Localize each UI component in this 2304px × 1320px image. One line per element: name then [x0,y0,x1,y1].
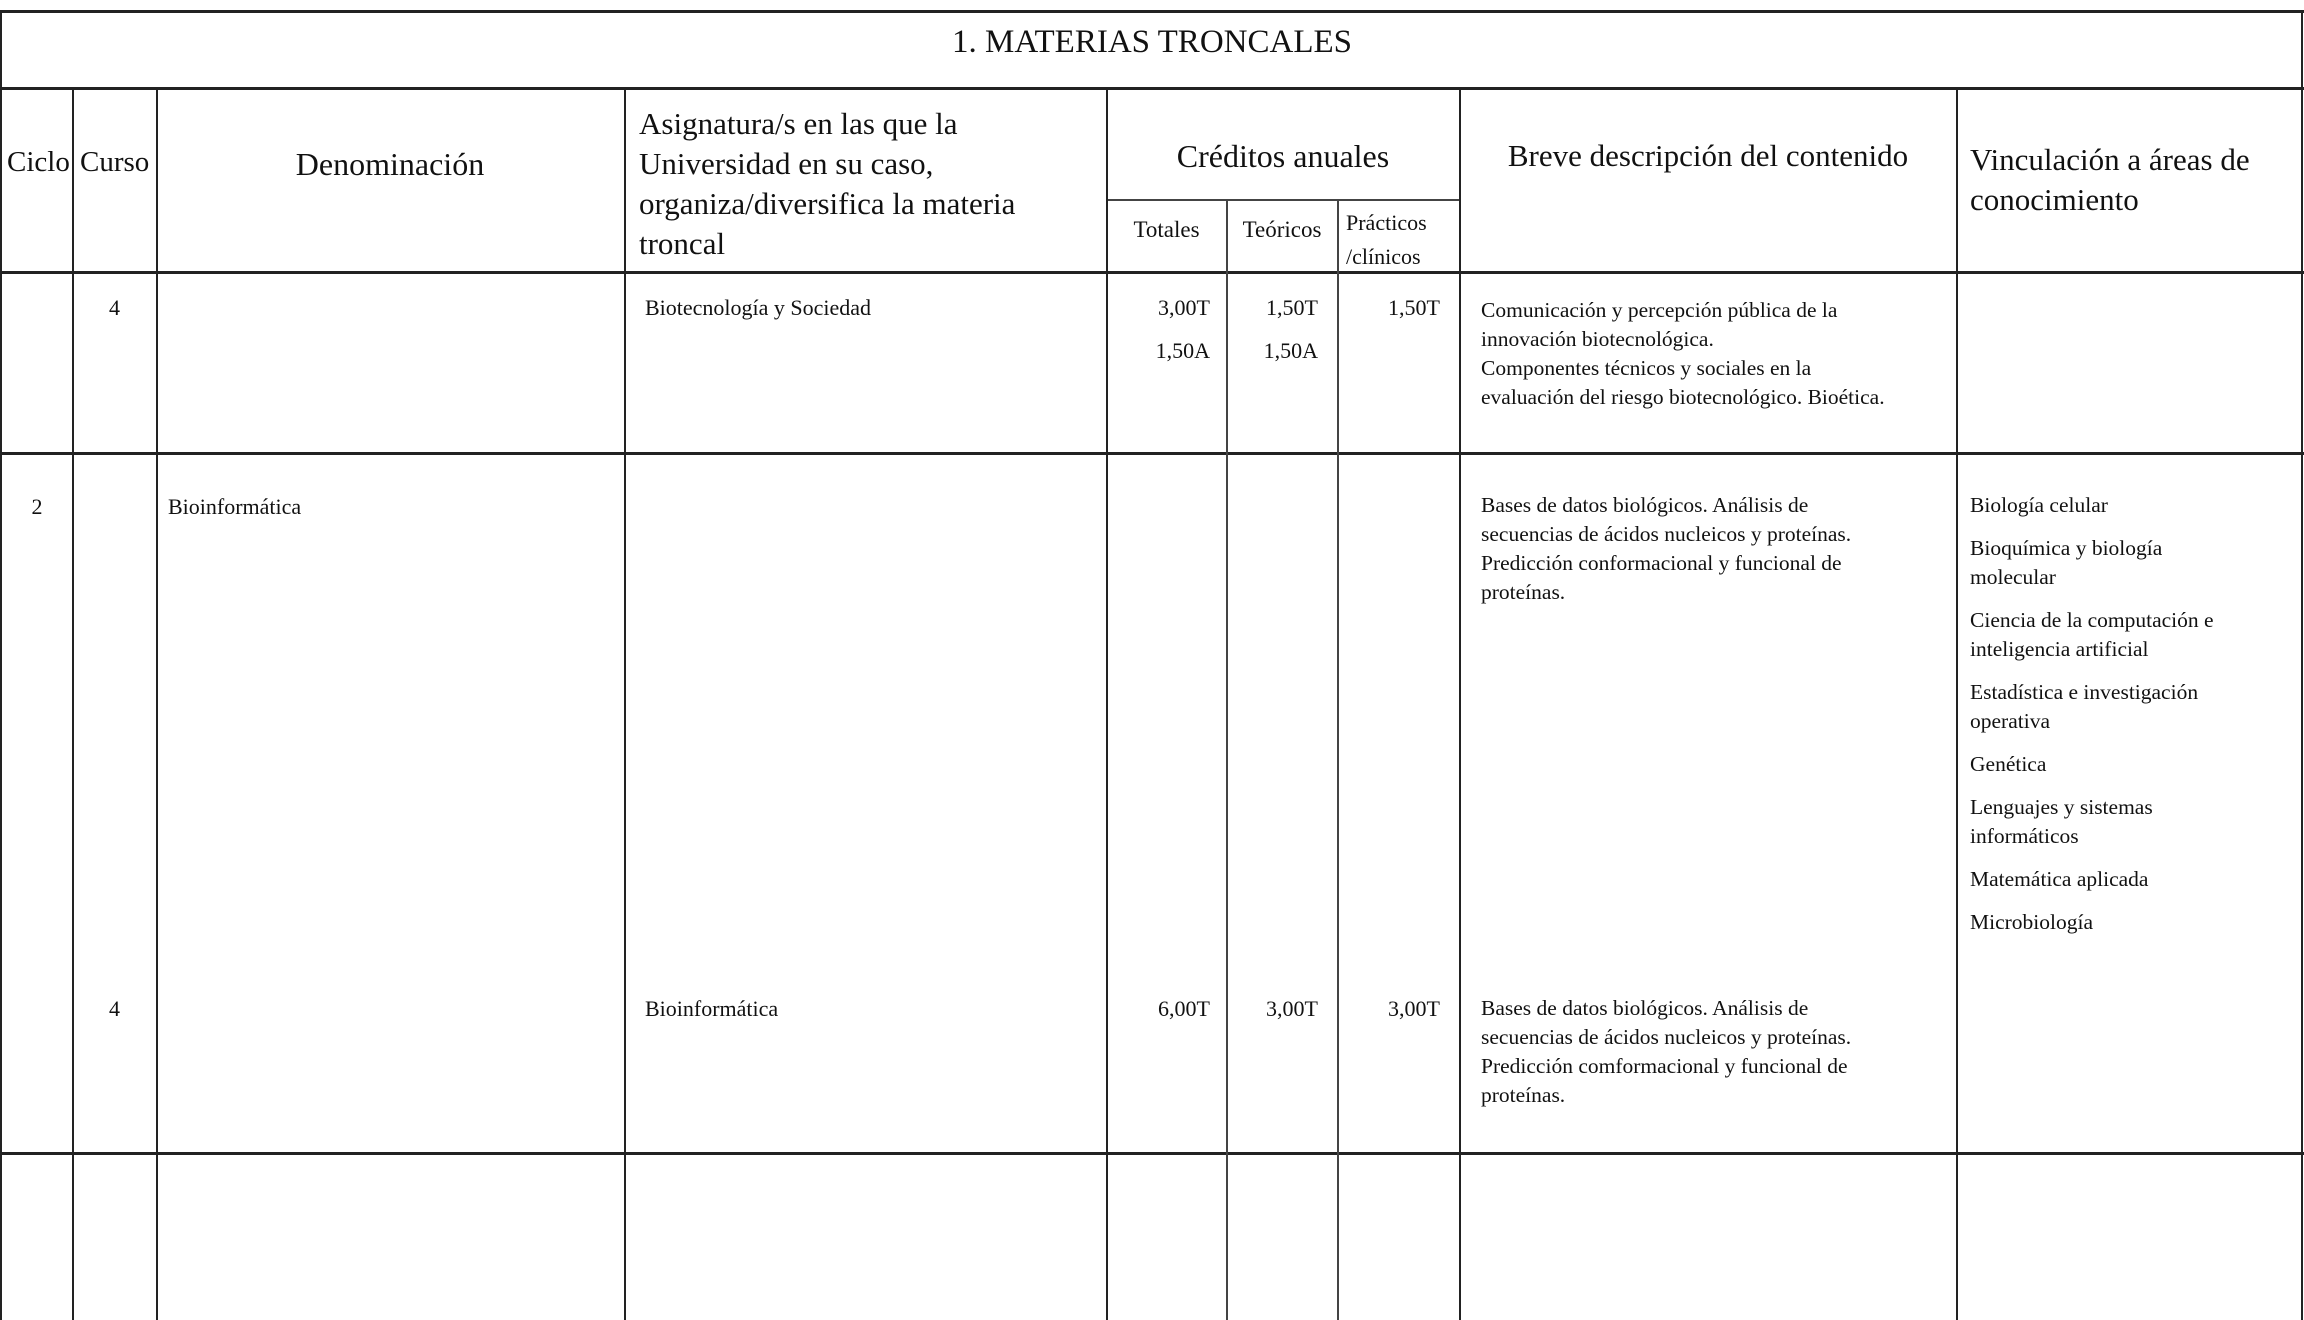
row3-teoricos: 3,00T [1266,996,1318,1021]
row2-denominacion: Bioinformática [168,494,302,519]
header-asignaturas-line: organiza/diversifica la materia [639,186,1016,221]
area-item-line: Lenguajes y sistemas [1970,795,2153,819]
title-row-bottom-border [0,87,2304,90]
header-practicos [1346,206,1458,274]
row2-descripcion [1481,491,1956,607]
row1-bottom-border [0,452,2304,455]
area-item-line: Biología celular [1970,493,2108,517]
row3-curso: 4 [109,996,120,1021]
header-asignaturas-line: Asignatura/s en las que la [639,106,958,141]
row2-descripcion-line: secuencias de ácidos nucleicos y proteínas. [1481,522,1852,546]
area-item [1970,793,2295,851]
row3-descripcion [1481,994,1956,1110]
area-item-line: Ciencia de la computación e [1970,608,2214,632]
col-divider-teoricos [1337,199,1339,1320]
row1-teoricos: 1,50A [1263,338,1318,363]
row3-descripcion-line: Bases de datos biológicos. Análisis de [1481,996,1809,1020]
header-denominacion: Denominación [295,146,485,182]
area-item-line: informáticos [1970,824,2079,848]
row2-bottom-border [0,1152,2304,1155]
header-curso: Curso [80,146,150,178]
header-descripcion: Breve descripción del contenido [1507,138,1909,173]
area-item-line: inteligencia artificial [1970,637,2149,661]
area-item-line: molecular [1970,565,2056,589]
col-divider-totales [1226,199,1228,1320]
header-practicos-line: Prácticos [1346,210,1427,235]
row3-asignatura: Bioinformática [645,996,779,1021]
area-item [1970,750,2295,779]
row3-practicos: 3,00T [1388,996,1440,1021]
header-vinculacion [1970,140,2300,220]
row2-areas-list [1970,491,2295,951]
area-item [1970,865,2295,894]
row1-curso: 4 [109,295,120,320]
row3-descripcion-line: Predicción comformacional y funcional de [1481,1054,1848,1078]
table-title: 1. MATERIAS TRONCALES [951,24,1352,60]
col-divider-ciclo [72,87,74,1320]
area-item [1970,534,2295,592]
header-practicos-line: /clínicos [1346,244,1421,269]
table-right-border [2301,10,2303,1320]
row1-descripcion-line: evaluación del riesgo biotecnológico. Bioética. [1481,385,1885,409]
header-creditos-anuales: Créditos anuales [1176,138,1390,174]
col-divider-denominacion [624,87,626,1320]
header-totales: Totales [1133,217,1200,242]
row1-practicos: 1,50T [1388,295,1440,320]
area-item-line: Bioquímica y biología [1970,536,2163,560]
creditos-subheader-border [1107,199,1460,201]
area-item-line: Genética [1970,752,2047,776]
header-asignaturas [639,104,1099,264]
col-divider-descripcion [1956,87,1958,1320]
table-left-border [0,10,2,1320]
header-vinculacion-line: conocimiento [1970,182,2139,217]
area-item [1970,678,2295,736]
header-ciclo: Ciclo [7,146,70,178]
area-item [1970,908,2295,937]
row2-descripcion-line: proteínas. [1481,580,1566,604]
area-item-line: Estadística e investigación [1970,680,2199,704]
row1-descripcion-line: Componentes técnicos y sociales en la [1481,356,1812,380]
row1-asignatura: Biotecnología y Sociedad [645,295,872,320]
area-item-line: operativa [1970,709,2050,733]
row3-descripcion-line: proteínas. [1481,1083,1566,1107]
row2-ciclo: 2 [31,494,43,519]
col-divider-curso [156,87,158,1320]
table-top-border [0,10,2304,13]
area-item-line: Matemática aplicada [1970,867,2149,891]
row3-totales: 6,00T [1158,996,1210,1021]
header-asignaturas-line: Universidad en su caso, [639,146,934,181]
row1-totales: 1,50A [1155,338,1210,363]
area-item [1970,491,2295,520]
area-item-line: Microbiología [1970,910,2094,934]
col-divider-asignatura [1106,87,1108,1320]
header-bottom-border [0,271,2304,274]
row1-teoricos: 1,50T [1266,295,1318,320]
row1-descripcion-line: Comunicación y percepción pública de la [1481,298,1838,322]
header-asignaturas-line: troncal [639,226,726,261]
area-item [1970,606,2295,664]
row2-descripcion-line: Predicción conformacional y funcional de [1481,551,1842,575]
header-teoricos: Teóricos [1242,217,1322,242]
row3-descripcion-line: secuencias de ácidos nucleicos y proteínas. [1481,1025,1852,1049]
col-divider-creditos [1459,87,1461,1320]
row2-descripcion-line: Bases de datos biológicos. Análisis de [1481,493,1809,517]
row1-descripcion [1481,296,1956,412]
row1-totales: 3,00T [1158,295,1210,320]
header-vinculacion-line: Vinculación a áreas de [1970,142,2250,177]
row1-descripcion-line: innovación biotecnológica. [1481,327,1714,351]
